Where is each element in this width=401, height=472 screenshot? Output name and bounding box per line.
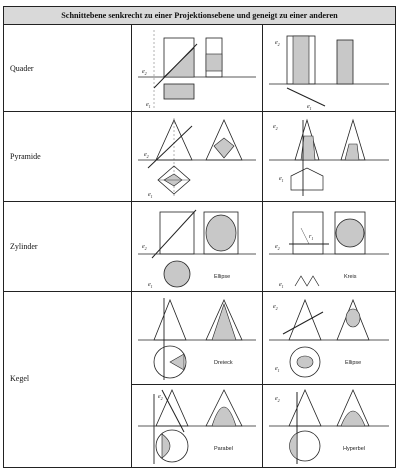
zylinder-figure-left [134, 204, 259, 290]
plane-label-e2: $e_2$ [275, 396, 280, 403]
plane-label-e1: $e_1$ [275, 366, 280, 373]
quader-top-view [164, 84, 194, 99]
section-area [293, 36, 309, 84]
break-line [295, 276, 319, 286]
quader-figure-left [134, 26, 259, 110]
plane-label-e2: $e_2$ [142, 69, 147, 76]
row-label-kegel: Kegel [10, 374, 30, 383]
radius-label: $r_1$ [309, 234, 314, 241]
plane-label-e1: $e_1$ [148, 282, 153, 289]
caption-hyperbel: Hyperbel [343, 446, 366, 452]
ellipse-section [206, 215, 236, 251]
quader-figure-right [265, 26, 393, 110]
section-top [170, 354, 184, 370]
pyramide-figure-left [134, 114, 259, 200]
kegel-figure-dreieck [134, 294, 259, 382]
radius-marker [301, 228, 309, 244]
circle-section [336, 219, 364, 247]
zylinder-figure-right [265, 204, 393, 290]
plane-label-e2: $e_2$ [144, 152, 149, 159]
kegel-figure-parabel [134, 386, 259, 466]
plane-label-e2: $e_2$ [275, 40, 280, 47]
row-label-quader: Quader [10, 64, 34, 73]
triangle-section [212, 304, 236, 340]
section-side [345, 144, 359, 160]
cylinder-top-view [164, 261, 190, 287]
kegel-subrow-divider [131, 384, 395, 385]
row-label-zylinder: Zylinder [10, 242, 38, 251]
cutting-plane-line [152, 210, 196, 258]
cylinder-front-view [293, 212, 323, 254]
quader-side-view [337, 40, 353, 84]
cutting-plane-line [287, 88, 325, 106]
caption-parabel: Parabel [214, 446, 233, 452]
section-top [297, 356, 313, 368]
table-header: Schnittebene senkrecht zu einer Projektionsebene und geneigt zu einer anderen [4, 7, 395, 25]
kegel-figure-hyperbel [265, 386, 393, 466]
plane-label-e1: $e_1$ [279, 176, 284, 183]
section-top [289, 433, 297, 459]
plane-label-e2: $e_2$ [275, 244, 280, 251]
cone-top-view [156, 430, 188, 462]
plane-label-e1: $e_1$ [307, 104, 312, 110]
pyramid-top-view [291, 168, 323, 190]
caption-ellipse: Ellipse [214, 274, 231, 280]
cutting-plane-line [148, 126, 192, 168]
caption-dreieck: Dreieck [214, 360, 233, 366]
caption-kreis: Kreis [344, 274, 357, 280]
plane-label-e2: $e_2$ [158, 394, 163, 401]
cone-front-view [289, 390, 321, 426]
row-label-pyramide: Pyramide [10, 152, 41, 161]
plane-label-e2: $e_2$ [142, 244, 147, 251]
parabola-section [212, 407, 236, 426]
cone-front-view [154, 300, 186, 340]
plane-label-e1: $e_1$ [148, 192, 153, 199]
projection-table [3, 6, 396, 468]
plane-label-e2: $e_2$ [273, 124, 278, 131]
section-side [214, 138, 234, 158]
caption-ellipse: Ellipse [345, 360, 362, 366]
kegel-figure-ellipse [265, 294, 393, 382]
plane-label-e1: $e_1$ [279, 282, 284, 289]
cone-front-view [289, 300, 321, 340]
hyperbola-section [341, 411, 365, 426]
ellipse-section [346, 309, 360, 327]
pyramide-figure-right [265, 114, 393, 200]
section-top [162, 434, 170, 458]
plane-label-e1: $e_1$ [146, 102, 151, 109]
side-section [206, 54, 222, 71]
plane-label-e2: $e_2$ [273, 304, 278, 311]
